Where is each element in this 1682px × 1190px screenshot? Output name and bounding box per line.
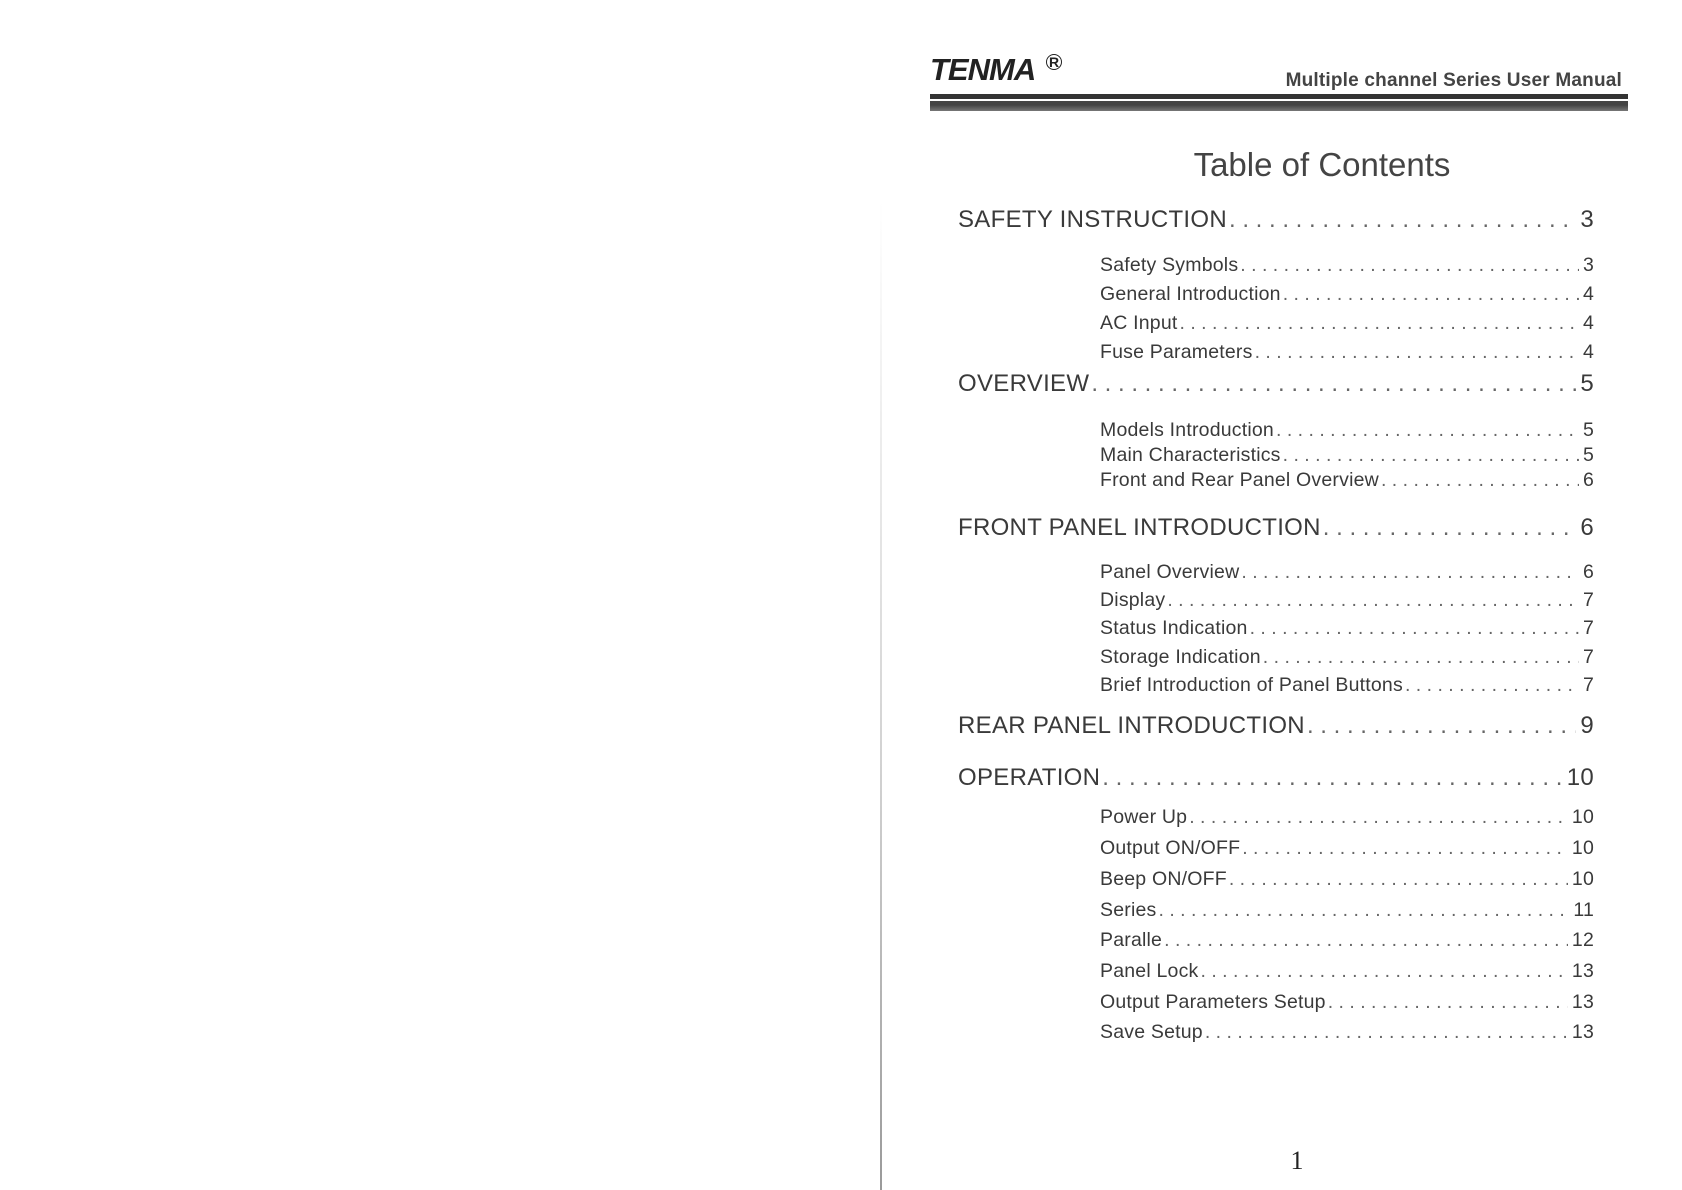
toc-subentry bbox=[1100, 674, 1594, 697]
toc-entry-label: Save Setup bbox=[1100, 1021, 1203, 1043]
toc-subentry bbox=[1100, 806, 1594, 829]
toc-subentry bbox=[1100, 561, 1594, 584]
toc-entry-page: 13 bbox=[1571, 1021, 1594, 1043]
toc-dot-leader bbox=[1240, 254, 1579, 277]
toc-section-entry bbox=[958, 206, 1594, 234]
page-number: 1 bbox=[1290, 1146, 1304, 1175]
toc-entry-page: 12 bbox=[1571, 929, 1594, 951]
toc-entry-label: Output ON/OFF bbox=[1100, 837, 1241, 859]
toc-entry-page: 7 bbox=[1582, 674, 1594, 696]
toc-dot-leader bbox=[1164, 929, 1568, 952]
toc-entry-label: REAR PANEL INTRODUCTION bbox=[958, 712, 1305, 739]
header-rule-thick bbox=[930, 101, 1628, 111]
toc-entry-page: 5 bbox=[1582, 419, 1594, 441]
toc-subentry bbox=[1100, 837, 1594, 860]
toc-subentry bbox=[1100, 991, 1594, 1014]
toc-dot-leader bbox=[1242, 837, 1568, 860]
toc-entry-label: Safety Symbols bbox=[1100, 254, 1239, 276]
toc-entry-label: Front and Rear Panel Overview bbox=[1100, 469, 1379, 491]
toc-subentry bbox=[1100, 589, 1594, 612]
toc-title: Table of Contents bbox=[1193, 146, 1451, 183]
toc-entry-label: Power Up bbox=[1100, 806, 1188, 828]
toc-subentry bbox=[1100, 899, 1594, 922]
toc-entry-page: 5 bbox=[1582, 444, 1594, 466]
toc-entry-page: 6 bbox=[1582, 469, 1594, 491]
toc-dot-leader bbox=[1189, 806, 1568, 829]
toc-entry-page: 9 bbox=[1580, 712, 1594, 739]
toc-dot-leader bbox=[1283, 444, 1579, 467]
toc-entry-label: Display bbox=[1100, 589, 1166, 611]
toc-subentry bbox=[1100, 283, 1594, 306]
toc-dot-leader bbox=[1167, 589, 1579, 612]
toc-entry-label: SAFETY INSTRUCTION bbox=[958, 206, 1227, 233]
toc-dot-leader bbox=[1102, 764, 1562, 792]
toc-entry-label: OPERATION bbox=[958, 764, 1101, 791]
toc-dot-leader bbox=[1307, 712, 1576, 740]
toc-subentry bbox=[1100, 929, 1594, 952]
toc-entry-label: Main Characteristics bbox=[1100, 444, 1281, 466]
toc-entry-page: 6 bbox=[1582, 561, 1594, 583]
toc-dot-leader bbox=[1328, 991, 1568, 1014]
toc-entry-page: 10 bbox=[1571, 806, 1594, 828]
toc-entry-page: 7 bbox=[1582, 646, 1594, 668]
toc-dot-leader bbox=[1200, 960, 1567, 983]
toc-dot-leader bbox=[1381, 469, 1579, 492]
toc-dot-leader bbox=[1255, 341, 1579, 364]
toc-entry-label: AC Input bbox=[1100, 312, 1178, 334]
toc-subentry bbox=[1100, 341, 1594, 364]
toc-entry-page: 13 bbox=[1571, 991, 1594, 1013]
toc-subentry bbox=[1100, 444, 1594, 467]
toc-entry-page: 13 bbox=[1571, 960, 1594, 982]
toc-section-entry bbox=[958, 712, 1594, 740]
toc-dot-leader bbox=[1276, 419, 1579, 442]
toc-entry-label: Output Parameters Setup bbox=[1100, 991, 1326, 1013]
manual-title: Multiple channel Series User Manual bbox=[1285, 70, 1622, 91]
toc-dot-leader bbox=[1158, 899, 1569, 922]
toc-subentry bbox=[1100, 419, 1594, 442]
toc-entry-label: OVERVIEW bbox=[958, 370, 1090, 397]
toc-entry-label: Status Indication bbox=[1100, 617, 1248, 639]
toc-dot-leader bbox=[1229, 206, 1576, 234]
toc-entry-label: Panel Overview bbox=[1100, 561, 1240, 583]
toc-section-entry bbox=[958, 764, 1594, 792]
toc-entry-label: Beep ON/OFF bbox=[1100, 868, 1227, 890]
toc-entry-page: 10 bbox=[1571, 837, 1594, 859]
toc-entry-page: 3 bbox=[1582, 254, 1594, 276]
toc-subentry bbox=[1100, 1021, 1594, 1044]
toc-entry-page: 7 bbox=[1582, 589, 1594, 611]
toc-subentry bbox=[1100, 617, 1594, 640]
toc-page bbox=[882, 0, 1682, 1190]
registered-mark-icon: R bbox=[1046, 54, 1062, 70]
toc-entry-page: 4 bbox=[1582, 312, 1594, 334]
toc-dot-leader bbox=[1241, 561, 1579, 584]
toc-section-entry bbox=[958, 514, 1594, 542]
toc-entry-page: 10 bbox=[1566, 764, 1594, 791]
toc-entry-page: 4 bbox=[1582, 283, 1594, 305]
toc-entry-label: Models Introduction bbox=[1100, 419, 1274, 441]
toc-dot-leader bbox=[1205, 1021, 1568, 1044]
toc-dot-leader bbox=[1179, 312, 1578, 335]
toc-entry-page: 5 bbox=[1580, 370, 1594, 397]
toc-entry-label: Brief Introduction of Panel Buttons bbox=[1100, 674, 1403, 696]
toc-subentry bbox=[1100, 254, 1594, 277]
toc-subentry bbox=[1100, 312, 1594, 335]
toc-entry-label: General Introduction bbox=[1100, 283, 1281, 305]
toc-entry-label: Paralle bbox=[1100, 929, 1163, 951]
toc-entry-label: Series bbox=[1100, 899, 1157, 921]
toc-entry-page: 4 bbox=[1582, 341, 1594, 363]
toc-dot-leader bbox=[1229, 868, 1568, 891]
page-header bbox=[930, 52, 1628, 112]
toc-entry-page: 7 bbox=[1582, 617, 1594, 639]
toc-entry-page: 11 bbox=[1573, 899, 1594, 921]
toc-dot-leader bbox=[1263, 646, 1579, 669]
toc-subentry bbox=[1100, 469, 1594, 492]
toc-entry-page: 10 bbox=[1571, 868, 1594, 890]
toc-subentry bbox=[1100, 868, 1594, 891]
toc-entry-page: 6 bbox=[1580, 514, 1594, 541]
toc-entry-label: Storage Indication bbox=[1100, 646, 1261, 668]
toc-dot-leader bbox=[1091, 370, 1576, 398]
header-rule bbox=[930, 94, 1628, 99]
tenma-logo: TENMA bbox=[930, 52, 1036, 87]
toc-dot-leader bbox=[1323, 514, 1577, 542]
toc-dot-leader bbox=[1250, 617, 1579, 640]
toc-subentry bbox=[1100, 960, 1594, 983]
toc-entry-page: 3 bbox=[1580, 206, 1594, 233]
toc-entry-label: Fuse Parameters bbox=[1100, 341, 1253, 363]
toc-dot-leader bbox=[1283, 283, 1579, 306]
toc-dot-leader bbox=[1405, 674, 1579, 697]
toc-entry-label: Panel Lock bbox=[1100, 960, 1199, 982]
toc-subentry bbox=[1100, 646, 1594, 669]
toc-entry-label: FRONT PANEL INTRODUCTION bbox=[958, 514, 1321, 541]
toc-section-entry bbox=[958, 370, 1594, 398]
